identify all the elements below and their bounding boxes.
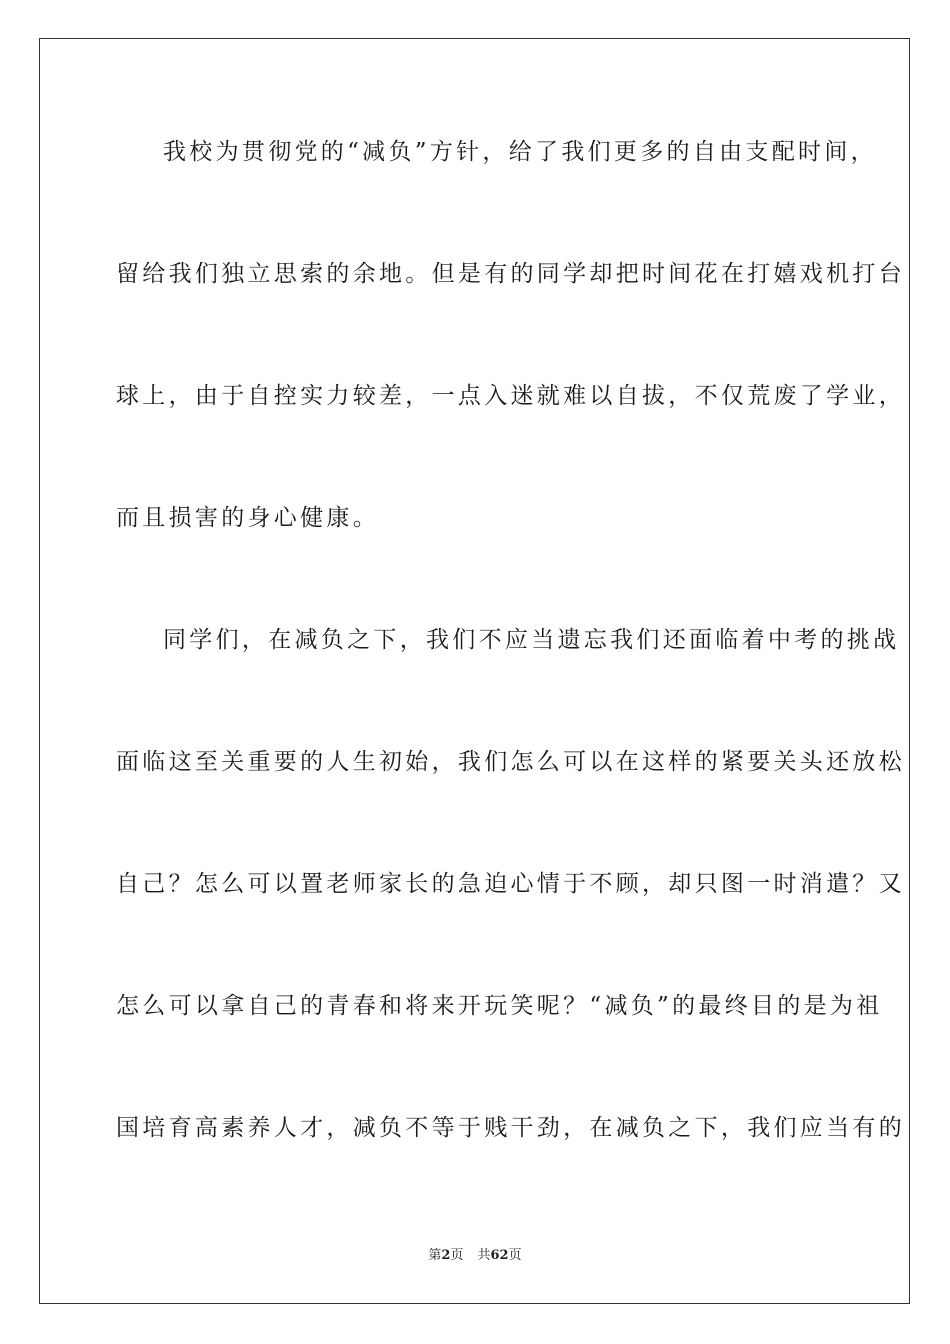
paragraph-2-line-2: 面临这至关重要的人生初始，我们怎么可以在这样的紧要关头还放松 bbox=[116, 749, 905, 775]
total-prefix: 共 bbox=[477, 1248, 491, 1263]
paragraph-2-line-5: 国培育高素养人才，减负不等于贱干劲，在减负之下，我们应当有的 bbox=[116, 1115, 905, 1141]
total-pages: 62 bbox=[490, 1248, 509, 1263]
paragraph-2-line-3: 自己？怎么可以置老师家长的急迫心情于不顾，却只图一时消遣？又 bbox=[116, 871, 905, 897]
paragraph-1-line-3: 球上，由于自控实力较差，一点入迷就难以自拔，不仅荒废了学业， bbox=[116, 383, 905, 409]
page-number: 2 bbox=[441, 1248, 451, 1263]
paragraph-1-line-1: 我校为贯彻党的“减负”方针，给了我们更多的自由支配时间， bbox=[163, 139, 877, 165]
page-footer bbox=[0, 1248, 950, 1264]
paragraph-1-line-2: 留给我们独立思索的余地。但是有的同学却把时间花在打嬉戏机打台 bbox=[116, 261, 905, 287]
total-suffix: 页 bbox=[508, 1248, 522, 1263]
paragraph-2-line-4: 怎么可以拿自己的青春和将来开玩笑呢？“减负”的最终目的是为祖 bbox=[116, 993, 883, 1019]
paragraph-2-line-1: 同学们，在减负之下，我们不应当遗忘我们还面临着中考的挑战 bbox=[163, 627, 900, 653]
paragraph-1-line-4: 而且损害的身心健康。 bbox=[116, 505, 379, 531]
page-suffix: 页 bbox=[450, 1248, 464, 1263]
page-prefix: 第 bbox=[428, 1248, 442, 1263]
